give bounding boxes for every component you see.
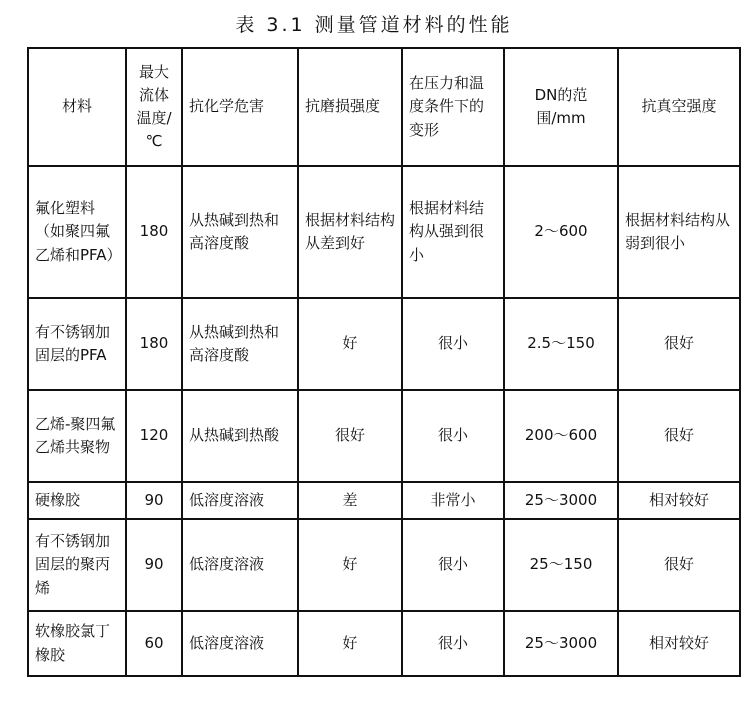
- cell-max-temp: 180: [126, 166, 182, 298]
- cell-dn-range: 200～600: [504, 390, 618, 482]
- cell-dn-range: 25～3000: [504, 482, 618, 519]
- header-max-temp: 最大流体温度/℃: [126, 48, 182, 166]
- cell-chemical-resistance: 从热碱到热和高溶度酸: [182, 298, 298, 390]
- cell-vacuum-resistance: 很好: [618, 519, 740, 611]
- cell-material: 硬橡胶: [28, 482, 126, 519]
- cell-chemical-resistance: 低溶度溶液: [182, 519, 298, 611]
- cell-vacuum-resistance: 相对较好: [618, 482, 740, 519]
- cell-max-temp: 120: [126, 390, 182, 482]
- cell-deformation: 很小: [402, 519, 504, 611]
- cell-vacuum-resistance: 很好: [618, 390, 740, 482]
- cell-chemical-resistance: 低溶度溶液: [182, 611, 298, 676]
- cell-vacuum-resistance: 根据材料结构从弱到很小: [618, 166, 740, 298]
- header-vacuum-resistance: 抗真空强度: [618, 48, 740, 166]
- cell-deformation: 很小: [402, 611, 504, 676]
- table-row: [28, 482, 740, 519]
- table-header-row: [28, 48, 740, 166]
- cell-chemical-resistance: 从热碱到热酸: [182, 390, 298, 482]
- table-row: [28, 611, 740, 676]
- cell-vacuum-resistance: 相对较好: [618, 611, 740, 676]
- table-row: [28, 390, 740, 482]
- cell-chemical-resistance: 从热碱到热和高溶度酸: [182, 166, 298, 298]
- header-dn-range: DN的范围/mm: [504, 48, 618, 166]
- cell-abrasion-resistance: 好: [298, 519, 402, 611]
- cell-vacuum-resistance: 很好: [618, 298, 740, 390]
- cell-material: 软橡胶氯丁橡胶: [28, 611, 126, 676]
- cell-max-temp: 90: [126, 519, 182, 611]
- cell-dn-range: 25～150: [504, 519, 618, 611]
- cell-abrasion-resistance: 好: [298, 298, 402, 390]
- table-caption: 表 3.1 测量管道材料的性能: [235, 14, 513, 36]
- cell-abrasion-resistance: 好: [298, 611, 402, 676]
- cell-material: 氟化塑料（如聚四氟乙烯和PFA）: [28, 166, 126, 298]
- cell-max-temp: 90: [126, 482, 182, 519]
- material-properties-table: [27, 47, 741, 677]
- cell-abrasion-resistance: 根据材料结构从差到好: [298, 166, 402, 298]
- cell-deformation: 很小: [402, 390, 504, 482]
- table-row: [28, 519, 740, 611]
- table-row: [28, 166, 740, 298]
- cell-abrasion-resistance: 差: [298, 482, 402, 519]
- table-row: [28, 298, 740, 390]
- cell-deformation: 很小: [402, 298, 504, 390]
- cell-deformation: 非常小: [402, 482, 504, 519]
- cell-material: 乙烯-聚四氟乙烯共聚物: [28, 390, 126, 482]
- cell-material: 有不锈钢加固层的PFA: [28, 298, 126, 390]
- cell-deformation: 根据材料结构从强到很小: [402, 166, 504, 298]
- header-material: 材料: [28, 48, 126, 166]
- cell-max-temp: 60: [126, 611, 182, 676]
- header-abrasion-resistance: 抗磨损强度: [298, 48, 402, 166]
- cell-dn-range: 2～600: [504, 166, 618, 298]
- header-chemical-resistance: 抗化学危害: [182, 48, 298, 166]
- header-deformation: 在压力和温度条件下的变形: [402, 48, 504, 166]
- cell-chemical-resistance: 低溶度溶液: [182, 482, 298, 519]
- cell-dn-range: 25～3000: [504, 611, 618, 676]
- cell-abrasion-resistance: 很好: [298, 390, 402, 482]
- cell-material: 有不锈钢加固层的聚丙烯: [28, 519, 126, 611]
- cell-max-temp: 180: [126, 298, 182, 390]
- cell-dn-range: 2.5～150: [504, 298, 618, 390]
